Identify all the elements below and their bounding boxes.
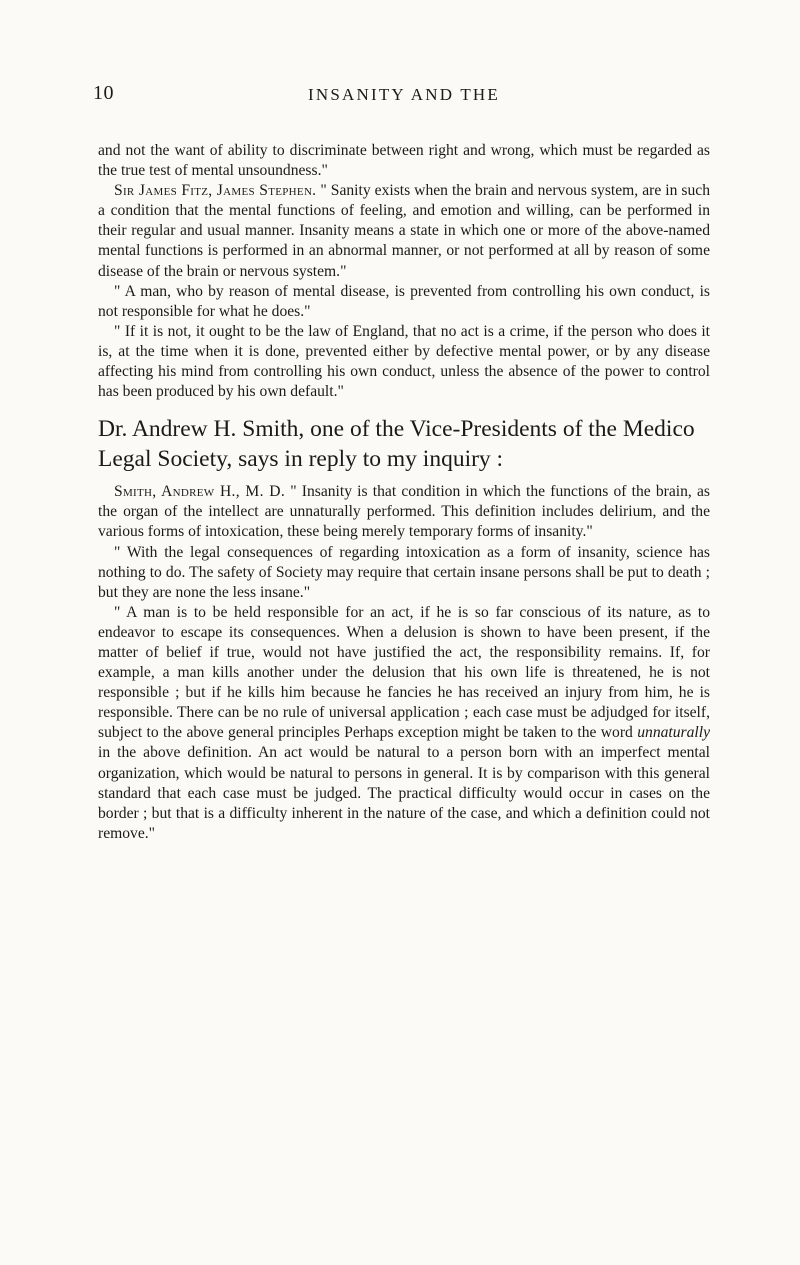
- italic-word: unnaturally: [637, 724, 710, 742]
- body-text: [98, 141, 710, 844]
- paragraph-stephen: [98, 181, 710, 281]
- paragraph-smith: [98, 482, 710, 542]
- paragraph-continuation: and not the want of ability to discriminate between right and wrong, which must be regarded as the true test of mental unsoundness.": [98, 142, 710, 180]
- paragraph-delusion-text-1: " A man is to be held responsible for an act, if he is so far conscious of its nature, as to endeavor to escape its consequences. When a delusion is shown to have been present, if the matter of belief if true, would not have justified the act, the responsibility remains. If, for example, a man kills another under the delusion that his own life is threatened, he is not responsible ; but if he kills him because he fancies he has received an injury from him, he is responsible. There can be no rule of universal application ; each case must be adjudged for itself, subject to the above general principles Perhaps exception might be taken to the word: [98, 603, 710, 742]
- paragraph-smith-text: " Insanity is that condition in which the functions of the brain, as the organ of the intellect are unnaturally performed. This definition includes delirium, and the various forms of intoxication, these being merely temporary forms of insanity.": [98, 483, 710, 541]
- page-number: 10: [93, 82, 114, 104]
- paragraph-delusion-text-2: in the above definition. An act would be natural to a person born with an imperfect mental organization, which would be natural to persons in general. It is by comparison with this general standard that each case must be judged. The practical difficulty would occur in cases on the border ; but that is a difficulty inherent in the nature of the case, and which a definition could not remove.": [98, 744, 710, 842]
- running-head: INSANITY AND THE: [308, 85, 500, 104]
- section-heading: Dr. Andrew H. Smith, one of the Vice-Presidents of the Medico Legal Society, says in reply to my inquiry :: [98, 416, 695, 473]
- paragraph-stephen-text: " Sanity exists when the brain and nervous system, are in such a condition that the mental functions of feeling, and emotion and willing, can be performed in their regular and usual manner. Insanity means a state in which one or more of the above-named mental functions is performed in an abnormal manner, or not performed at all by reason of some disease of the brain or nervous system.": [98, 182, 710, 280]
- paragraph-delusion: [98, 603, 710, 844]
- paragraph-intoxication: " With the legal consequences of regarding intoxication as a form of insanity, science has nothing to do. The safety of Society may require that certain insane persons shall be put to death ; but they are none the less insane.": [98, 543, 710, 601]
- paragraph-law-of-england: " If it is not, it ought to be the law of England, that no act is a crime, if the person who does it is, at the time when it is done, prevented either by defective mental power, or by any disease affecting his mind from controlling his own conduct, unless the absence of the power to control has been produced by his own default.": [98, 322, 710, 401]
- page-header: [93, 82, 715, 110]
- speaker-name-smith: Smith, Andrew H., M. D.: [114, 483, 286, 501]
- paragraph-responsibility: " A man, who by reason of mental disease, is prevented from controlling his own conduct, is not responsible for what he does.": [98, 282, 710, 320]
- speaker-name-stephen: Sir James Fitz, James Stephen.: [114, 182, 317, 200]
